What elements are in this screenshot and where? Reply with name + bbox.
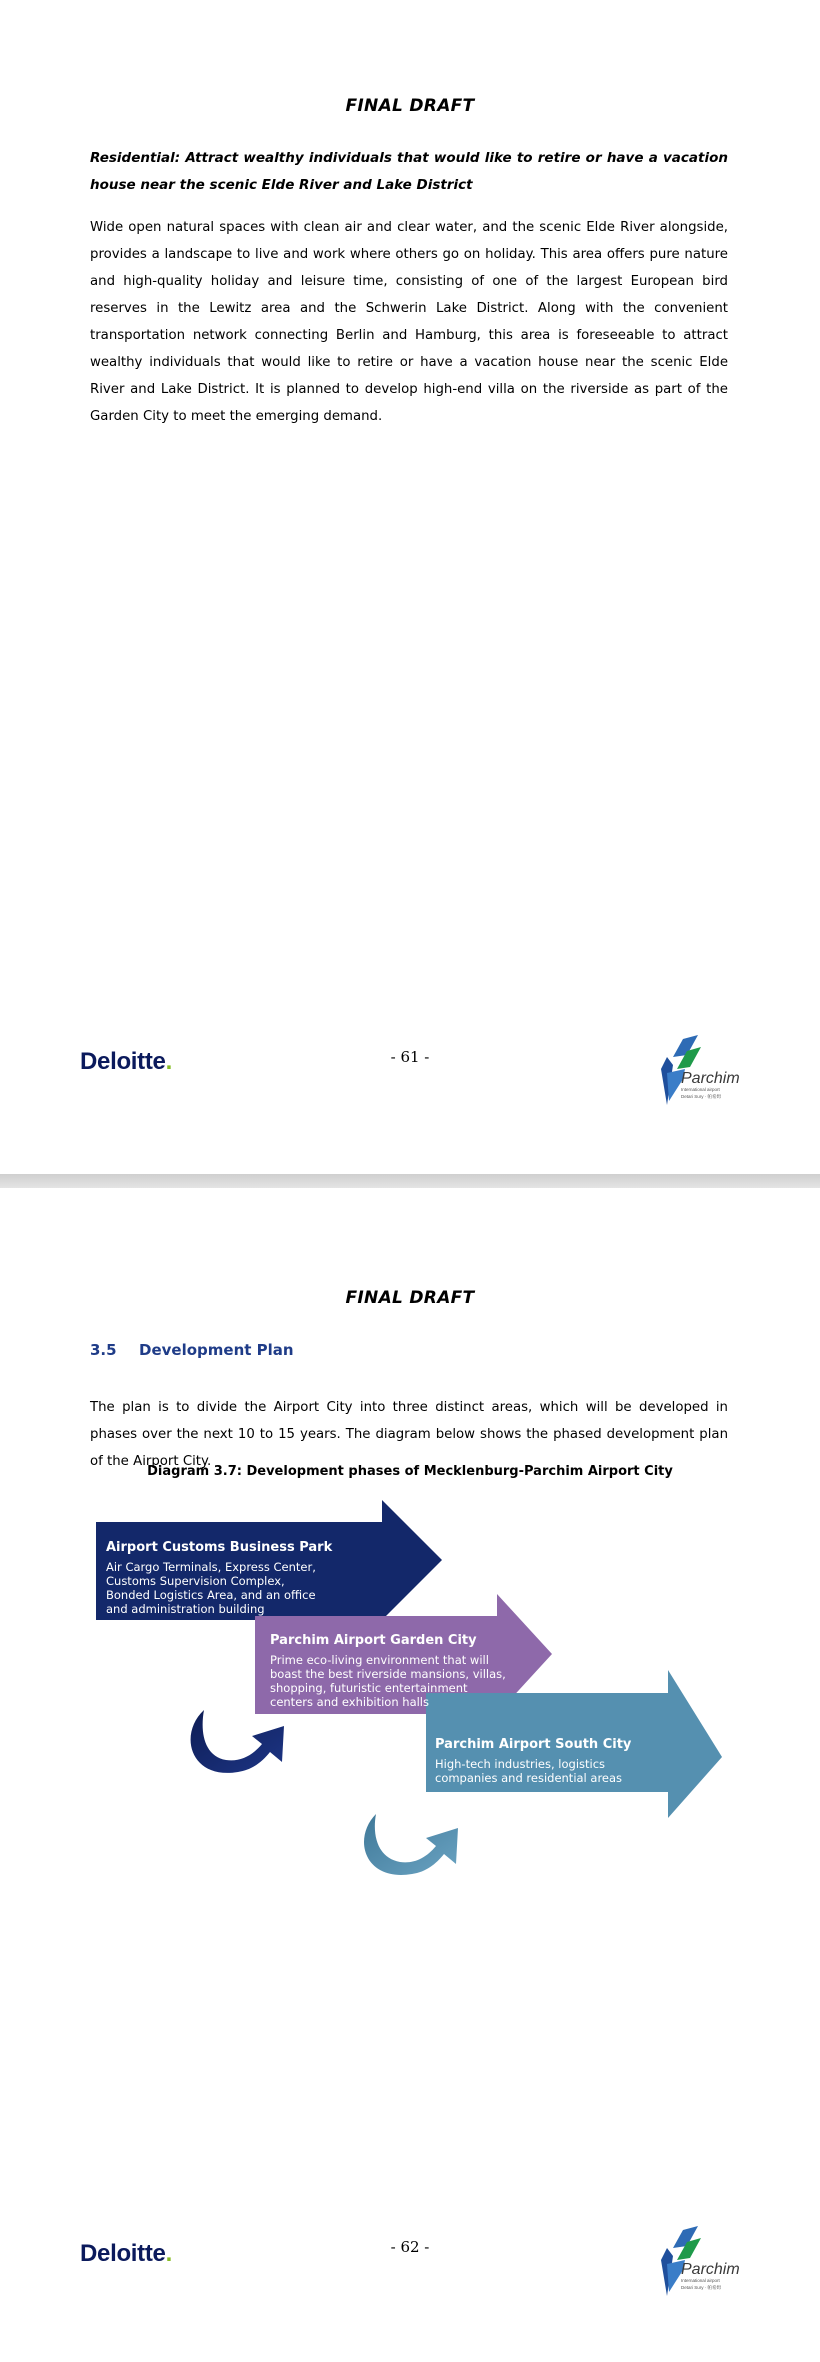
page-header: FINAL DRAFT [345, 96, 475, 116]
parchim-logo-text: Parchim [681, 2261, 740, 2278]
deloitte-logo-dot: . [165, 2240, 172, 2267]
phase-1-line: Bonded Logistics Area, and an office [106, 1588, 316, 1602]
deloitte-logo-dot: . [165, 1048, 172, 1075]
parchim-logo [655, 2226, 740, 2298]
parchim-logo-text: Parchim [681, 1070, 740, 1087]
phase-2-line: shopping, futuristic entertainment [270, 1681, 468, 1695]
residential-heading: Residential: Attract wealthy individuals that would like to retire or have a vacation house near the scenic Elde River and Lake District [90, 150, 728, 193]
diagram-caption: Diagram 3.7: Development phases of Mecklenburg-Parchim Airport City [147, 1464, 673, 1479]
phase-2-line: centers and exhibition halls [270, 1695, 429, 1709]
phase-3-line: companies and residential areas [435, 1771, 623, 1785]
parchim-logo-sub2: Detari Sury · 帕希姆 [681, 2285, 722, 2290]
phase-1-line: and administration building [106, 1602, 265, 1616]
phase-2-line: boast the best riverside mansions, villas, [270, 1667, 506, 1681]
phase-1-curved-arrow [191, 1710, 284, 1773]
page-header: FINAL DRAFT [345, 1288, 475, 1308]
phase-2-line: Prime eco-living environment that will [270, 1653, 489, 1667]
phase-3-line: High-tech industries, logistics [435, 1757, 606, 1771]
phase-3-title: Parchim Airport South City [435, 1737, 632, 1752]
section-number: 3.5 [90, 1341, 117, 1359]
parchim-logo-sub2: Detari Sury · 帕希姆 [681, 1094, 722, 1099]
page-61 [0, 0, 820, 1174]
phase-1-title: Airport Customs Business Park [106, 1540, 333, 1555]
residential-paragraph: Wide open natural spaces with clean air and clear water, and the scenic Elde River alongside, provides a landscape to live and work where others go on holiday. This area offers pure nature and high-quality holiday and leisure time, consisting of one of the largest European bird reserves in the Lewitz area and the Schwerin Lake District. Along with the convenient transportation network connecting Berlin and Hamburg, this area is foreseeable to attract wealthy individuals that would like to retire or have a vacation house near the scenic Elde River and Lake District. It is planned to develop high-end villa on the riverside as part of the Garden City to meet the emerging demand. [90, 220, 728, 424]
page-number: - 61 - [390, 1048, 430, 1066]
phase-1-line: Air Cargo Terminals, Express Center, [106, 1560, 316, 1574]
parchim-logo-sub: International airport [681, 1087, 720, 1092]
section-title: Development Plan [139, 1341, 294, 1359]
development-paragraph: The plan is to divide the Airport City into three distinct areas, which will be developed in phases over the next 10 to 15 years. The diagram below shows the phased development plan of the Airport City. [90, 1400, 728, 1469]
phase-1-description [106, 1560, 316, 1616]
phase-1-line: Customs Supervision Complex, [106, 1574, 285, 1588]
parchim-logo [655, 1035, 740, 1107]
phase-3-description [435, 1757, 622, 1785]
phase-2-curved-arrow [364, 1814, 458, 1875]
page-number: - 62 - [390, 2238, 430, 2256]
phase-2-description [270, 1653, 506, 1709]
deloitte-logo-text: Deloitte [80, 2240, 166, 2267]
parchim-logo-sub: International airport [681, 2278, 720, 2283]
development-phases-diagram [90, 1500, 730, 1880]
page-62 [0, 1188, 820, 2362]
page-separator [0, 1174, 820, 1188]
deloitte-logo-text: Deloitte [80, 1048, 166, 1075]
phase-2-title: Parchim Airport Garden City [270, 1633, 477, 1648]
